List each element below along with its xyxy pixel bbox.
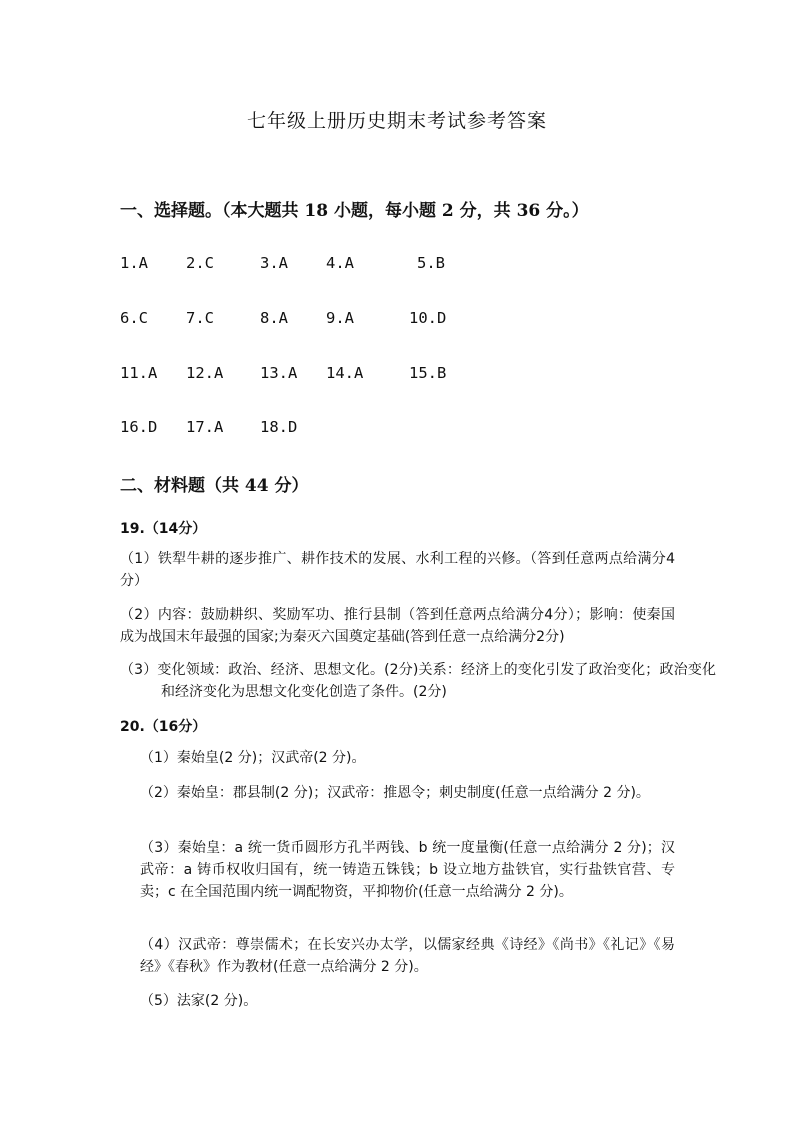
question-19-heading: 19.（14分） [120, 521, 207, 537]
answer-item: 11.A [120, 364, 158, 382]
section-material-heading: 二、材料题（共 44 分） [120, 476, 309, 496]
section-choice-heading: 一、选择题。（本大题共 18 小题，每小题 2 分，共 36 分。） [120, 201, 589, 221]
q20-part-3: （3）秦始皇：a 统一货币圆形方孔半两钱、b 统一度量衡(任意一点给满分 2 分)；汉武帝：a 铸币权收归国有，统一铸造五铢钱；b 设立地方盐铁官，实行盐铁官营、专卖；c 在全国范围内统一调配物资，平抑物价(任意一点给满分 2 分)。 [140, 840, 675, 900]
q19-part-2: （2）内容：鼓励耕织、奖励军功、推行县制（答到任意两点给满分4分）；影响：使秦国成为战国末年最强的国家;为秦灭六国奠定基础(答到任意一点给满分2分) [120, 607, 675, 645]
answer-item: 12.A [186, 364, 224, 382]
answer-item: 6.C [120, 309, 148, 327]
page-title: 七年级上册历史期末考试参考答案 [246, 110, 547, 132]
answer-item: 5.B [417, 254, 445, 272]
answer-item: 1.A [120, 254, 148, 272]
answer-item: 2.C [186, 254, 214, 272]
answer-item: 15.B [409, 364, 447, 382]
q19-part-1: （1）铁犁牛耕的逐步推广、耕作技术的发展、水利工程的兴修。（答到任意两点给满分4分） [120, 551, 675, 589]
answer-item: 17.A [186, 418, 224, 436]
answer-item: 14.A [326, 364, 364, 382]
answer-item: 9.A [326, 309, 354, 327]
q20-part-4: （4）汉武帝：尊崇儒术；在长安兴办太学，以儒家经典《诗经》《尚书》《礼记》《易经》《春秋》作为教材(任意一点给满分 2 分)。 [140, 937, 675, 975]
q20-part-5: （5）法家(2 分)。 [140, 993, 258, 1009]
answer-item: 4.A [326, 254, 354, 272]
answer-item: 8.A [260, 309, 288, 327]
question-20-heading: 20.（16分） [120, 719, 207, 735]
q19-part-3: （3）变化领域：政治、经济、思想文化。(2分)关系：经济上的变化引发了政治变化；政治变化和经济变化为思想文化变化创造了条件。(2分) [120, 662, 716, 700]
answer-item: 7.C [186, 309, 214, 327]
answer-item: 10.D [409, 309, 447, 327]
answer-item: 13.A [260, 364, 298, 382]
answer-item: 18.D [260, 418, 298, 436]
answer-item: 16.D [120, 418, 158, 436]
q20-part-1: （1）秦始皇(2 分)；汉武帝(2 分)。 [140, 750, 366, 766]
answer-item: 3.A [260, 254, 288, 272]
q20-part-2: （2）秦始皇：郡县制(2 分)；汉武帝：推恩令；刺史制度(任意一点给满分 2 分)。 [140, 785, 650, 801]
